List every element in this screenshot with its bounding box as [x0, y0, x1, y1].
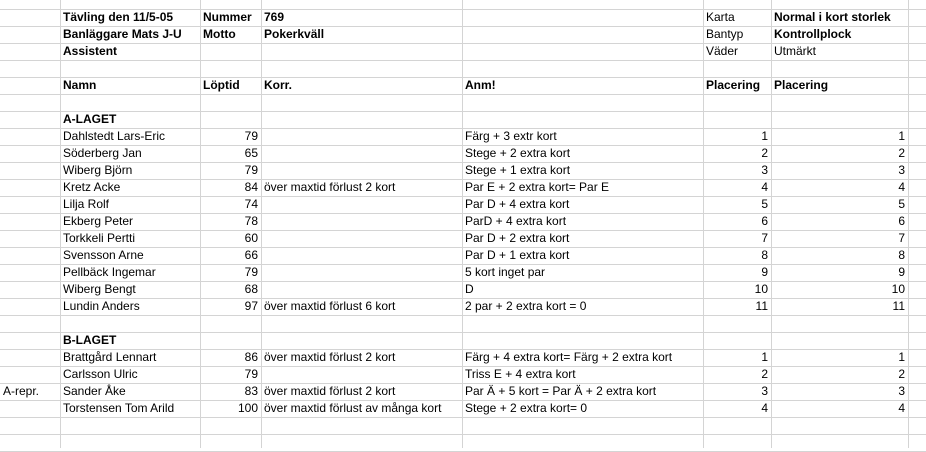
- runner-remark[interactable]: Färg + 3 extr kort: [465, 129, 557, 143]
- runner-placing[interactable]: 10: [754, 282, 768, 296]
- runner-placing[interactable]: 4: [761, 401, 768, 415]
- info-key[interactable]: Nummer: [203, 10, 252, 24]
- runner-name[interactable]: Pellbäck Ingemar: [63, 265, 156, 279]
- row-gridline: [0, 94, 926, 95]
- runner-name[interactable]: Torkkeli Pertti: [63, 231, 136, 245]
- runner-time[interactable]: 65: [244, 146, 258, 160]
- runner-placing[interactable]: 2: [761, 367, 768, 381]
- info-label[interactable]: Tävling den 11/5-05: [63, 10, 174, 24]
- runner-name[interactable]: Torstensen Tom Arild: [63, 401, 175, 415]
- row-gridline: [0, 417, 926, 418]
- runner-remark[interactable]: Par D + 2 extra kort: [465, 231, 570, 245]
- row-gridline: [0, 434, 926, 435]
- runner-name[interactable]: Söderberg Jan: [63, 146, 142, 160]
- runner-time[interactable]: 78: [244, 214, 258, 228]
- runner-placing[interactable]: 1: [761, 129, 768, 143]
- runner-name[interactable]: Kretz Acke: [63, 180, 121, 194]
- runner-time[interactable]: 60: [244, 231, 258, 245]
- info-right-key[interactable]: Väder: [706, 44, 739, 58]
- runner-remark[interactable]: Triss E + 4 extra kort: [465, 367, 576, 381]
- runner-remark[interactable]: Par D + 4 extra kort: [465, 197, 570, 211]
- runner-remark[interactable]: Stege + 2 extra kort: [465, 146, 571, 160]
- team-title[interactable]: B-LAGET: [63, 333, 117, 347]
- info-value[interactable]: Pokerkväll: [264, 27, 325, 41]
- runner-placing-2[interactable]: 4: [898, 180, 905, 194]
- runner-remark[interactable]: Stege + 1 extra kort: [465, 163, 571, 177]
- column-header-anm[interactable]: Anm!: [465, 78, 496, 92]
- runner-placing[interactable]: 9: [761, 265, 768, 279]
- column-header-placering-2[interactable]: Placering: [774, 78, 829, 92]
- runner-placing-2[interactable]: 11: [892, 299, 905, 313]
- runner-placing-2[interactable]: 7: [898, 231, 905, 245]
- runner-remark[interactable]: Par E + 2 extra kort= Par E: [465, 180, 610, 194]
- runner-name[interactable]: Svensson Arne: [63, 248, 144, 262]
- runner-time[interactable]: 66: [244, 248, 258, 262]
- info-right-value[interactable]: Normal i kort storlek: [774, 10, 891, 24]
- column-gridline: [771, 0, 772, 448]
- info-right-key[interactable]: Bantyp: [706, 27, 744, 41]
- column-header-loptid[interactable]: Löptid: [203, 78, 240, 92]
- runner-correction[interactable]: över maxtid förlust 2 kort: [264, 384, 396, 398]
- runner-time[interactable]: 86: [244, 350, 258, 364]
- runner-placing[interactable]: 4: [761, 180, 768, 194]
- runner-name[interactable]: Ekberg Peter: [63, 214, 134, 228]
- runner-correction[interactable]: över maxtid förlust 6 kort: [264, 299, 396, 313]
- runner-time[interactable]: 79: [244, 129, 258, 143]
- column-gridline: [200, 0, 201, 448]
- runner-time[interactable]: 74: [244, 197, 258, 211]
- info-label[interactable]: Banläggare Mats J-U: [63, 27, 182, 41]
- runner-placing-2[interactable]: 10: [891, 282, 905, 296]
- runner-placing[interactable]: 3: [761, 163, 768, 177]
- runner-name[interactable]: Brattgård Lennart: [63, 350, 157, 364]
- info-right-key[interactable]: Karta: [706, 10, 735, 24]
- runner-correction[interactable]: över maxtid förlust 2 kort: [264, 350, 396, 364]
- info-key[interactable]: Motto: [203, 27, 236, 41]
- runner-name[interactable]: Lilja Rolf: [63, 197, 110, 211]
- runner-time[interactable]: 83: [244, 384, 258, 398]
- runner-remark[interactable]: Par D + 1 extra kort: [465, 248, 570, 262]
- runner-placing[interactable]: 2: [761, 146, 768, 160]
- runner-placing-2[interactable]: 5: [898, 197, 905, 211]
- info-label[interactable]: Assistent: [63, 44, 118, 58]
- column-header-placering[interactable]: Placering: [706, 78, 761, 92]
- runner-time[interactable]: 79: [244, 265, 258, 279]
- column-header-namn[interactable]: Namn: [63, 78, 97, 92]
- runner-time[interactable]: 68: [244, 282, 258, 296]
- runner-placing[interactable]: 7: [761, 231, 768, 245]
- column-gridline: [261, 0, 262, 448]
- runner-name[interactable]: Carlsson Ulric: [63, 367, 138, 381]
- runner-correction[interactable]: över maxtid förlust av många kort: [264, 401, 442, 415]
- info-right-value[interactable]: Utmärkt: [774, 44, 816, 58]
- runner-placing-2[interactable]: 1: [898, 350, 905, 364]
- runner-remark[interactable]: 2 par + 2 extra kort = 0: [465, 299, 587, 313]
- runner-remark[interactable]: Färg + 4 extra kort= Färg + 2 extra kort: [465, 350, 673, 364]
- info-value[interactable]: [264, 43, 459, 60]
- team-title[interactable]: A-LAGET: [63, 112, 117, 126]
- runner-correction[interactable]: över maxtid förlust 2 kort: [264, 180, 396, 194]
- runner-name[interactable]: Lundin Anders: [63, 299, 140, 313]
- runner-time[interactable]: 100: [237, 401, 258, 415]
- runner-remark[interactable]: ParD + 4 extra kort: [465, 214, 567, 228]
- runner-placing-2[interactable]: 6: [898, 214, 905, 228]
- runner-placing-2[interactable]: 2: [898, 146, 905, 160]
- runner-placing-2[interactable]: 2: [898, 367, 905, 381]
- runner-placing-2[interactable]: 3: [898, 163, 905, 177]
- row-prefix[interactable]: A-repr.: [3, 384, 40, 398]
- runner-placing[interactable]: 5: [761, 197, 768, 211]
- runner-time[interactable]: 97: [244, 299, 258, 313]
- info-key[interactable]: [203, 43, 258, 60]
- row-gridline: [0, 315, 926, 316]
- runner-remark[interactable]: Stege + 2 extra kort= 0: [465, 401, 588, 415]
- column-gridline: [703, 0, 704, 448]
- column-gridline: [908, 0, 909, 448]
- runner-placing[interactable]: 8: [761, 248, 768, 262]
- runner-placing-2[interactable]: 8: [898, 248, 905, 262]
- runner-placing[interactable]: 1: [761, 350, 768, 364]
- runner-placing-2[interactable]: 9: [898, 265, 905, 279]
- runner-placing-2[interactable]: 1: [898, 129, 905, 143]
- row-gridline: [0, 60, 926, 61]
- runner-remark[interactable]: D: [465, 282, 474, 296]
- runner-time[interactable]: 84: [244, 180, 258, 194]
- runner-name[interactable]: Dahlstedt Lars-Eric: [63, 129, 166, 143]
- column-header-korr[interactable]: Korr.: [264, 78, 293, 92]
- info-value[interactable]: 769: [264, 10, 285, 24]
- runner-time[interactable]: 79: [244, 163, 258, 177]
- runner-placing-2[interactable]: 3: [898, 384, 905, 398]
- runner-remark[interactable]: Par Ä + 5 kort = Par Ä + 2 extra kort: [465, 384, 657, 398]
- runner-name[interactable]: Wiberg Björn: [63, 163, 133, 177]
- runner-placing[interactable]: 3: [761, 384, 768, 398]
- runner-placing-2[interactable]: 4: [898, 401, 905, 415]
- runner-name[interactable]: Wiberg Bengt: [63, 282, 136, 296]
- runner-name[interactable]: Sander Åke: [63, 384, 126, 398]
- column-gridline: [60, 0, 61, 448]
- info-right-value[interactable]: Kontrollplock: [774, 27, 852, 41]
- runner-time[interactable]: 79: [244, 367, 258, 381]
- runner-placing[interactable]: 11: [755, 299, 768, 313]
- runner-placing[interactable]: 6: [761, 214, 768, 228]
- runner-remark[interactable]: 5 kort inget par: [465, 265, 546, 279]
- column-gridline: [462, 0, 463, 448]
